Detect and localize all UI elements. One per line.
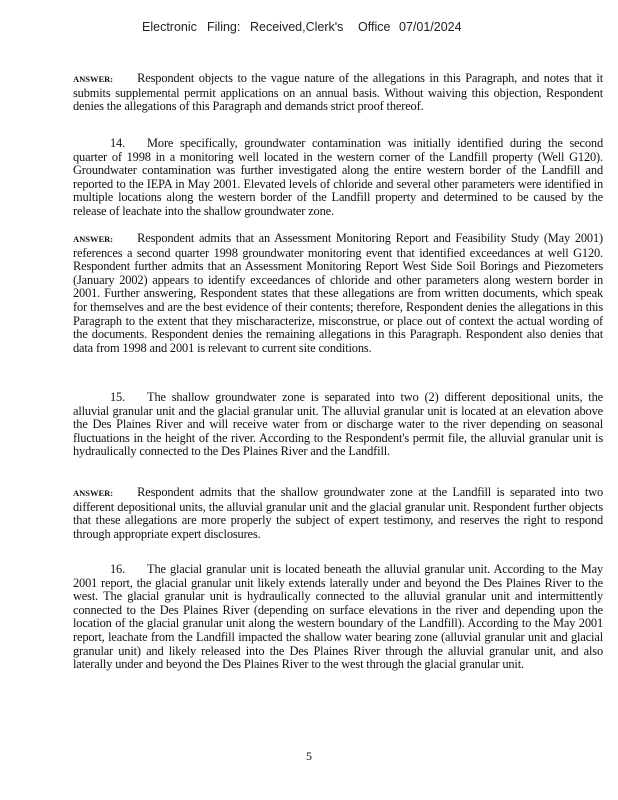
header-date: 07/01/2024 (399, 20, 462, 34)
paragraph-16 (73, 563, 603, 672)
paragraph-text: The glacial granular unit is located beneath the alluvial granular unit. According to the May 2001 report, the glacial granular unit likely extends laterally under and beyond the Des Plaines River to the west. The glacial granular unit is hydraulically connected to the alluvial granular unit and intermittently connected to the Des Plaines River (depending on surface elevations in the river and depending upon the location of the glacial granular unit along the western boundary of the Landfill). According to the May 2001 report, leachate from the Landfill impacted the shallow water bearing zone (alluvial granular unit and glacial granular unit) and likely released into the Des Plaines River through the alluvial granular unit, and also laterally under and beyond the Des Plaines River to the west through the glacial granular unit. (73, 562, 603, 672)
answer-text: Respondent admits that the shallow groundwater zone at the Landfill is separated into two different depositional units, the alluvial granular unit and the glacial granular unit. Respondent further objects that these allegations are more properly the subject of expert testimony, and reserves the right to respond through appropriate expert disclosures. (73, 485, 603, 541)
page-number: 5 (306, 749, 312, 763)
paragraph-14 (73, 137, 603, 219)
answer-text: Respondent objects to the vague nature of the allegations in this Paragraph, and notes that it submits supplemental permit applications on an annual basis. Without waiving this objection, Respondent denies the allegations of this Paragraph and demands strict proof thereof. (73, 71, 603, 114)
paragraph-15 (73, 391, 603, 459)
answer-paragraph-13 (73, 72, 603, 114)
paragraph-number: 15. (110, 390, 126, 404)
header-filing: Filing: (207, 20, 241, 34)
paragraph-number: 16. (110, 562, 126, 576)
answer-label: ANSWER: (73, 74, 114, 84)
answer-text: Respondent admits that an Assessment Monitoring Report and Feasibility Study (May 2001) references a second quarter 1998 groundwater monitoring event that identified exceedances at well G120. Respondent further admits that an Assessment Monitoring Report West Side Soil Borings and Piezometers (January 2002) appears to identify exceedances of chloride and other parameters along western border in 2001. Further answering, Respondent states that these allegations are from written documents, which speak for themselves and are the best evidence of their contents; therefore, Respondent denies the allegations in this Paragraph to the extent that they mischaracterize, misconstrue, or place out of context the actual wording of the documents. Respondent denies the remaining allegations in this Paragraph. Respondent also denies that data from 1998 and 2001 is relevant to current site conditions. (73, 231, 603, 355)
header-office: Office (358, 20, 391, 34)
paragraph-number: 14. (110, 136, 126, 150)
answer-label: ANSWER: (73, 488, 114, 498)
answer-paragraph-15 (73, 486, 603, 541)
answer-label: ANSWER: (73, 234, 114, 244)
header-electronic: Electronic (142, 20, 197, 34)
paragraph-text: The shallow groundwater zone is separated into two (2) different depositional units, the alluvial granular unit and the glacial granular unit. The alluvial granular unit is located at an elevation above the Des Plaines River and will receive water from or discharge water to the river depending on seasonal fluctuations in the height of the river. According to the Respondent's permit file, the alluvial granular unit is hydraulically connected to the Des Plaines River and the Landfill. (73, 390, 603, 459)
header-received: Received,Clerk's (250, 20, 344, 34)
paragraph-text: More specifically, groundwater contamination was initially identified during the second quarter of 1998 in a monitoring well located in the western corner of the Landfill property (Well G120). Groundwater contamination was further investigated along the entire western border of the Landfill and reported to the IEPA in May 2001. Elevated levels of chloride and several other parameters were identified in multiple locations along the western border of the Landfill property and determined to be caused by the release of leachate into the shallow groundwater zone. (73, 136, 603, 218)
answer-paragraph-14 (73, 232, 603, 355)
